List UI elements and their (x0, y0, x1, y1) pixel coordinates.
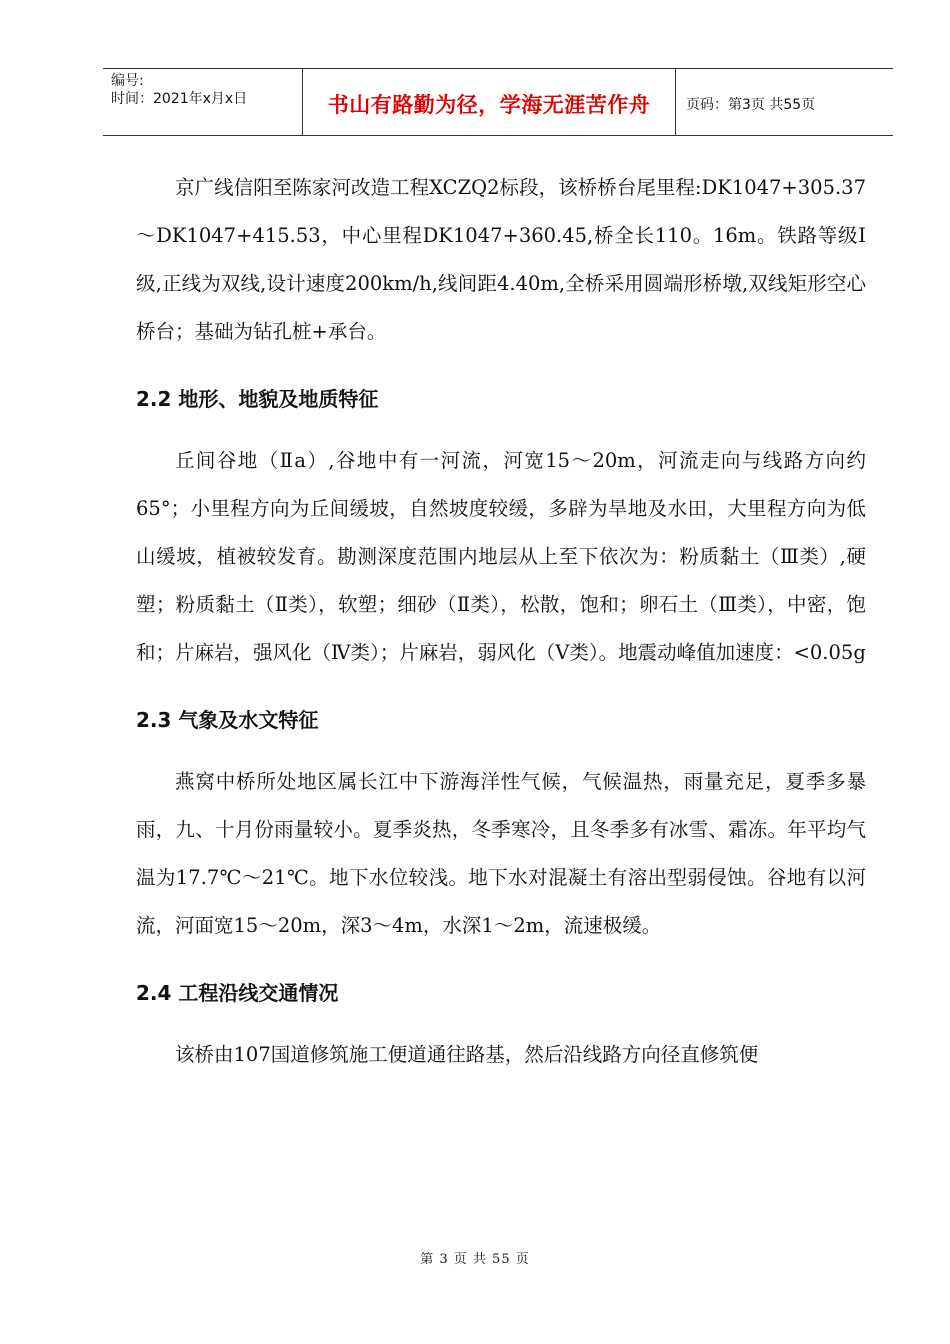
page-header (103, 68, 893, 136)
document-number-label: 编号: (111, 73, 144, 89)
header-page-cell (676, 69, 893, 135)
section-2-2-heading: 2.2 地形、地貌及地质特征 (136, 387, 379, 411)
header-meta (103, 69, 303, 135)
header-motto-cell (303, 69, 676, 135)
header-page-number: 页码：第3页 共55页 (686, 97, 816, 113)
intro-paragraph: 京广线信阳至陈家河改造工程XCZQ2标段，该桥桥台尾里程:DK1047+305.37～DK1047+415.53，中心里程DK1047+360.45,桥全长110。16m。铁路等级Ⅰ级,正线为双线,设计速度200km/h,线间距4.40m,全桥采用圆端形桥墩,双线矩形空心桥台；基础为钻孔桩+承台。 (136, 176, 866, 343)
document-time-label: 时间：2021年x月x日 (111, 91, 248, 107)
document-body (136, 164, 866, 1079)
section-2-4-heading: 2.4 工程沿线交通情况 (136, 981, 339, 1005)
section-2-3-heading: 2.3 气象及水文特征 (136, 708, 319, 732)
section-2-4-paragraph: 该桥由107国道修筑施工便道通往路基，然后沿线路方向径直修筑便 (175, 1043, 759, 1066)
section-2-3-paragraph: 燕窝中桥所处地区属长江中下游海洋性气候，气候温热，雨量充足，夏季多暴雨，九、十月份雨量较小。夏季炎热，冬季寒冷，且冬季多有冰雪、霜冻。年平均气温为17.7℃～21℃。地下水位较浅。地下水对混凝土有溶出型弱侵蚀。谷地有以河流，河面宽15～20m，深3～4m，水深1～2m，流速极缓。 (136, 770, 866, 937)
page-footer: 第 3 页 共 55 页 (420, 1252, 530, 1267)
header-motto: 书山有路勤为径，学海无涯苦作舟 (327, 93, 651, 117)
section-2-2-paragraph: 丘间谷地（Ⅱa）,谷地中有一河流，河宽15～20m，河流走向与线路方向约65°；小里程方向为丘间缓坡，自然坡度较缓，多辟为旱地及水田，大里程方向为低山缓坡，植被较发育。勘测深度范围内地层从上至下依次为：粉质黏土（Ⅲ类）,硬塑；粉质黏土（Ⅱ类），软塑；细砂（Ⅱ类），松散，饱和；卵石土（Ⅲ类），中密，饱和；片麻岩，强风化（Ⅳ类）；片麻岩，弱风化（Ⅴ类）。地震动峰值加速度：<0.05g (136, 449, 866, 664)
